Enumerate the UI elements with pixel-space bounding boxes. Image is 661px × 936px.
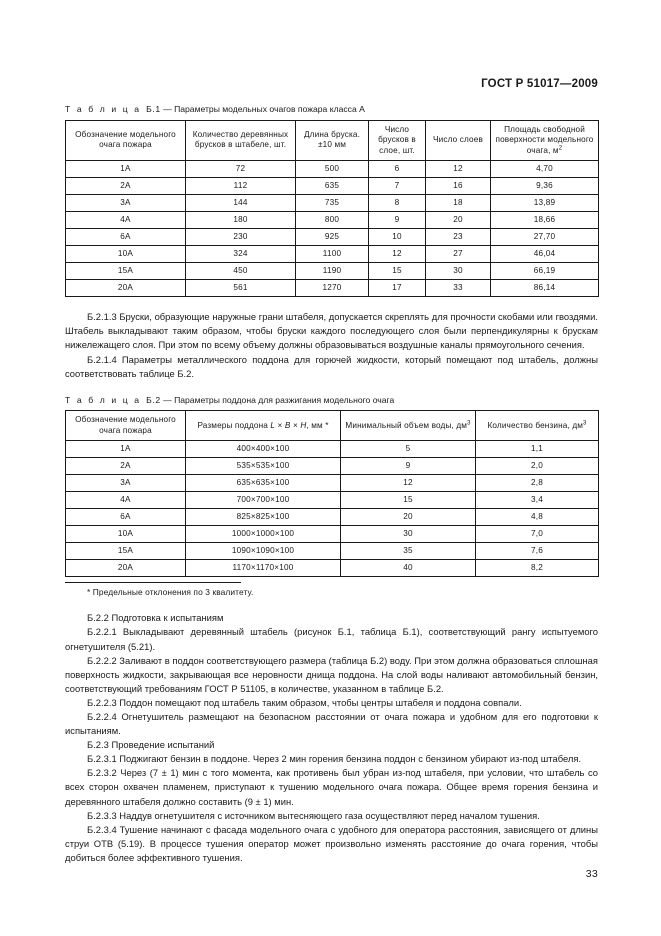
- cell-bar-length: 925: [296, 229, 369, 246]
- paragraph-b2-2-1: Б.2.2.1 Выкладывают деревянный штабель (рисунок Б.1, таблица Б.1), соответствующий рангу испытуемого огнетушителя (5.21).: [65, 626, 598, 652]
- cell-bar-length: 635: [296, 178, 369, 195]
- table2-col-header-designation: Обозначение модельного очага пожара: [66, 411, 186, 441]
- table2-caption-text: — Параметры поддона для разжигания модельного очага: [163, 394, 395, 405]
- paragraph-b2-3-1: Б.2.3.1 Поджигают бензин в поддоне. Через 2 мин горения бензина поддон с бензином убирают из-под штабеля.: [87, 753, 582, 765]
- table-row: [66, 543, 599, 560]
- cell-bar-length: 800: [296, 212, 369, 229]
- water-volume-superscript: 3: [467, 419, 471, 426]
- table2-body: [66, 441, 599, 577]
- cell-layer-count: 16: [426, 178, 491, 195]
- cell-bars-per-layer: 15: [369, 263, 426, 280]
- cell-designation: 1А: [66, 161, 186, 178]
- cell-bar-count: 230: [186, 229, 296, 246]
- cell-bars-per-layer: 8: [369, 195, 426, 212]
- table-row: [66, 246, 599, 263]
- table1-col-header-area-superscript: 2: [558, 145, 563, 151]
- table1-col-header-bar-count: Количество деревянных брусков в штабеле, шт.: [186, 120, 296, 161]
- cell-bars-per-layer: 7: [369, 178, 426, 195]
- table1-caption-word: Т а б л и ц а: [65, 104, 142, 114]
- cell-designation: 15А: [66, 543, 186, 560]
- cell-petrol-amount: 7,6: [476, 543, 599, 560]
- cell-pan-dimensions: 1090×1090×100: [186, 543, 341, 560]
- cell-pan-dimensions: 1000×1000×100: [186, 526, 341, 543]
- pan-dim-L: L: [270, 420, 276, 430]
- spacer: [65, 598, 598, 611]
- paragraph-b2-2-3: Б.2.2.3 Поддон помещают под штабель таким образом, чтобы центры штабеля и поддона совпали.: [87, 696, 522, 708]
- cell-bars-per-layer: 9: [369, 212, 426, 229]
- cell-pan-dimensions: 535×535×100: [186, 458, 341, 475]
- pan-dim-B: B: [284, 420, 291, 430]
- cell-designation: 3А: [66, 475, 186, 492]
- cell-pan-dimensions: 1170×1170×100: [186, 560, 341, 577]
- table2-caption-word: Т а б л и ц а: [65, 394, 142, 405]
- cell-layer-count: 18: [426, 195, 491, 212]
- pan-dim-H: H: [300, 420, 307, 430]
- pan-dim-x2: ×: [290, 420, 301, 430]
- cell-layer-count: 30: [426, 263, 491, 280]
- paragraphs-b213-b214: [65, 310, 598, 380]
- table2-caption-number: Б.2: [146, 394, 161, 405]
- paragraph-b2-1-3: Б.2.1.3 Бруски, образующие наружные грани штабеля, допускается скреплять для прочности скобами или гвоздями. Штабель выкладывают таким образом, чтобы бруски каждого последующего слоя были перпендикулярны к брускам нижележащего слоя. При этом по всему объему должны образовываться воздушные каналы прямоугольного сечения.: [65, 311, 598, 351]
- cell-bar-count: 324: [186, 246, 296, 263]
- cell-designation: 3А: [66, 195, 186, 212]
- cell-water-volume: 9: [341, 458, 476, 475]
- cell-bars-per-layer: 10: [369, 229, 426, 246]
- footnote-separator-rule: [65, 582, 241, 583]
- cell-water-volume: 40: [341, 560, 476, 577]
- table-row: [66, 263, 599, 280]
- cell-free-surface-area: 86,14: [491, 280, 599, 297]
- paragraph-b2-1-4: Б.2.1.4 Параметры металлического поддона для горючей жидкости, который помещают под штабель, должны соответствовать таблице Б.2.: [65, 353, 598, 379]
- cell-petrol-amount: 2,8: [476, 475, 599, 492]
- page-content: [65, 104, 598, 865]
- pan-dim-prefix: Размеры поддона: [197, 420, 271, 430]
- table-b2: [65, 410, 599, 577]
- page-number: 33: [585, 868, 598, 880]
- table-row: [66, 441, 599, 458]
- cell-bar-count: 72: [186, 161, 296, 178]
- cell-petrol-amount: 2,0: [476, 458, 599, 475]
- table1-caption: [65, 104, 598, 115]
- cell-petrol-amount: 1,1: [476, 441, 599, 458]
- cell-layer-count: 33: [426, 280, 491, 297]
- petrol-amount-text: Количество бензина, дм: [487, 420, 584, 430]
- cell-water-volume: 12: [341, 475, 476, 492]
- table-row: [66, 229, 599, 246]
- spacer: [65, 381, 598, 395]
- cell-free-surface-area: 46,04: [491, 246, 599, 263]
- table-row: [66, 178, 599, 195]
- cell-pan-dimensions: 700×700×100: [186, 492, 341, 509]
- cell-designation: 6А: [66, 229, 186, 246]
- cell-designation: 20А: [66, 280, 186, 297]
- paragraph-b2-3-4: Б.2.3.4 Тушение начинают с фасада модельного очага с удобного для оператора расстояния, зависящего от длины струи ОТВ (5.19). В процессе тушения оператор может произвольно изменять расстояние до очага горения, чтобы добиться более эффективного тушения.: [65, 823, 598, 863]
- cell-water-volume: 30: [341, 526, 476, 543]
- paragraph-b2-2-4: Б.2.2.4 Огнетушитель размещают на безопасном расстоянии от очага пожара и удобном для его подготовки к испытаниям.: [65, 711, 598, 737]
- table2-header-row: [66, 411, 599, 441]
- spacer: [65, 297, 598, 310]
- table-row: [66, 212, 599, 229]
- table1-caption-number: Б.1: [146, 104, 161, 114]
- table-row: [66, 161, 599, 178]
- table-b1: [65, 120, 599, 298]
- paragraph-b2-3-3: Б.2.3.3 Наддув огнетушителя с источником вытесняющего газа осуществляют перед началом тушения.: [87, 809, 540, 821]
- cell-designation: 10А: [66, 246, 186, 263]
- table-row: [66, 280, 599, 297]
- cell-layer-count: 27: [426, 246, 491, 263]
- cell-water-volume: 15: [341, 492, 476, 509]
- cell-designation: 4А: [66, 492, 186, 509]
- table-row: [66, 475, 599, 492]
- cell-designation: 20А: [66, 560, 186, 577]
- document-standard-header: ГОСТ Р 51017—2009: [481, 78, 598, 90]
- cell-layer-count: 12: [426, 161, 491, 178]
- footnote-text: * Предельные отклонения по 3 квалитету.: [87, 587, 254, 598]
- heading-b2-2: Б.2.2 Подготовка к испытаниям: [87, 612, 224, 624]
- cell-bar-count: 144: [186, 195, 296, 212]
- table2-col-header-water-volume: [341, 411, 476, 441]
- table1-col-header-bar-length: Длина бруска. ±10 мм: [296, 120, 369, 161]
- cell-bar-count: 450: [186, 263, 296, 280]
- heading-b2-3: Б.2.3 Проведение испытаний: [87, 739, 215, 751]
- cell-bar-length: 1100: [296, 246, 369, 263]
- cell-bar-length: 500: [296, 161, 369, 178]
- cell-bars-per-layer: 17: [369, 280, 426, 297]
- table2-col-header-pan-dimensions: [186, 411, 341, 441]
- cell-designation: 10А: [66, 526, 186, 543]
- cell-pan-dimensions: 825×825×100: [186, 509, 341, 526]
- cell-bar-length: 1270: [296, 280, 369, 297]
- cell-water-volume: 35: [341, 543, 476, 560]
- cell-pan-dimensions: 400×400×100: [186, 441, 341, 458]
- cell-bars-per-layer: 6: [369, 161, 426, 178]
- cell-designation: 2А: [66, 178, 186, 195]
- cell-free-surface-area: 27,70: [491, 229, 599, 246]
- cell-petrol-amount: 4,8: [476, 509, 599, 526]
- table1-col-header-bars-per-layer: Число брусков в слое, шт.: [369, 120, 426, 161]
- petrol-amount-superscript: 3: [583, 419, 587, 426]
- cell-free-surface-area: 4,70: [491, 161, 599, 178]
- table-row: [66, 195, 599, 212]
- table-row: [66, 526, 599, 543]
- cell-bar-length: 1190: [296, 263, 369, 280]
- cell-water-volume: 20: [341, 509, 476, 526]
- cell-free-surface-area: 66,19: [491, 263, 599, 280]
- cell-free-surface-area: 18,66: [491, 212, 599, 229]
- cell-designation: 4А: [66, 212, 186, 229]
- table1-col-header-layer-count: Число слоев: [426, 120, 491, 161]
- cell-designation: 6А: [66, 509, 186, 526]
- cell-bar-count: 112: [186, 178, 296, 195]
- table-row: [66, 560, 599, 577]
- pan-dim-suffix: , мм *: [306, 420, 329, 430]
- table2-caption: [65, 395, 598, 406]
- table2-col-header-petrol-amount: [476, 411, 599, 441]
- water-volume-text: Минимальный объем воды, дм: [345, 420, 468, 430]
- cell-free-surface-area: 9,36: [491, 178, 599, 195]
- table1-col-header-designation: Обозначение модельного очага пожара: [66, 120, 186, 161]
- paragraphs-b22-b23: [65, 611, 598, 865]
- cell-petrol-amount: 7,0: [476, 526, 599, 543]
- pan-dim-x1: ×: [275, 420, 285, 430]
- cell-petrol-amount: 8,2: [476, 560, 599, 577]
- table-row: [66, 509, 599, 526]
- paragraph-b2-3-2: Б.2.3.2 Через (7 ± 1) мин с того момента, как противень был убран из-под штабеля, при условии, что штабель со всех сторон охвачен пламенем, приступают к тушению модельного очага пожара. Общее время горения бензина и деревянного штабеля должно составить (9 ± 1) мин.: [65, 767, 598, 807]
- table1-col-header-free-surface-area: [491, 120, 599, 161]
- table-row: [66, 492, 599, 509]
- table1-body: [66, 161, 599, 297]
- cell-water-volume: 5: [341, 441, 476, 458]
- cell-free-surface-area: 13,89: [491, 195, 599, 212]
- table1-caption-text: — Параметры модельных очагов пожара класса А: [163, 104, 365, 114]
- cell-bars-per-layer: 12: [369, 246, 426, 263]
- table1-col-header-free-surface-area-text: Площадь свободной поверхности модельного очага, м: [495, 124, 594, 155]
- cell-pan-dimensions: 635×635×100: [186, 475, 341, 492]
- table-row: [66, 458, 599, 475]
- cell-bar-length: 735: [296, 195, 369, 212]
- table1-header-row: [66, 120, 599, 161]
- cell-designation: 15А: [66, 263, 186, 280]
- cell-bar-count: 180: [186, 212, 296, 229]
- cell-designation: 1А: [66, 441, 186, 458]
- cell-designation: 2А: [66, 458, 186, 475]
- cell-petrol-amount: 3,4: [476, 492, 599, 509]
- cell-layer-count: 23: [426, 229, 491, 246]
- cell-layer-count: 20: [426, 212, 491, 229]
- cell-bar-count: 561: [186, 280, 296, 297]
- paragraph-b2-2-2: Б.2.2.2 Заливают в поддон соответствующего размера (таблица Б.2) воду. При этом должна образоваться сплошная поверхность жидкости, закрывающая все неровности днища поддона. На слой воды наливают автомобильный бензин, соответствующий требованиям ГОСТ Р 51105, в количестве, указанном в таблице Б.2.: [65, 654, 598, 694]
